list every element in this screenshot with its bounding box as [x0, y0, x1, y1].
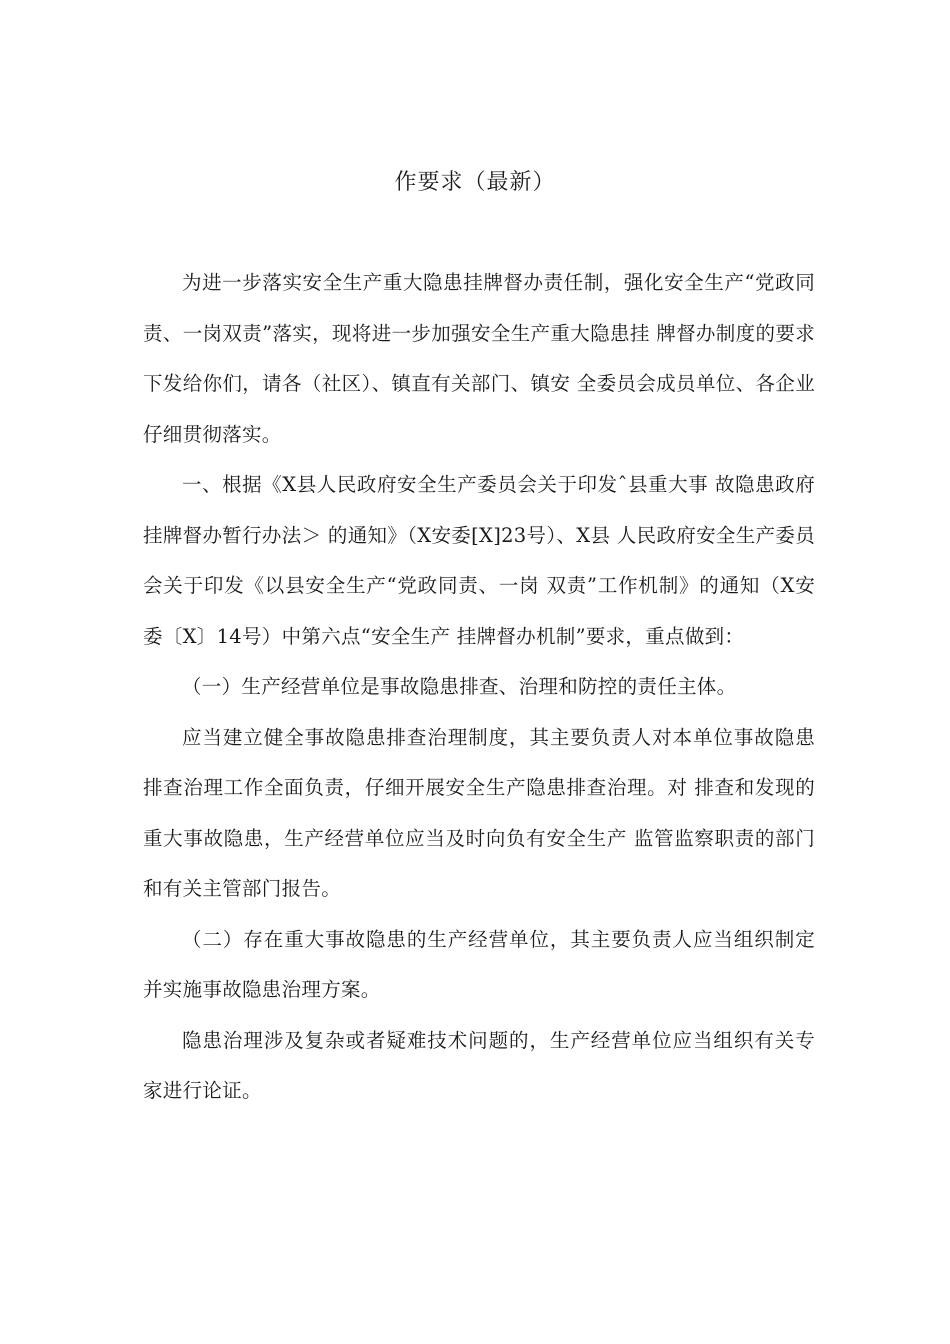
paragraph-section-one: 一、根据《X县人民政府安全生产委员会关于印发ˆ县重大事 故隐患政府挂牌督办暂行办法＞ 的通知》（X安委[X]23号）、X县 人民政府安全生产委员会关于印发《以县安全生产“党政同责、一岗 双责”工作机制》的通知（X安委〔X〕14号）中第六点“安全生产 挂牌督办机制”要求，重点做到：: [143, 473, 815, 648]
document-title: 作要求（最新）: [394, 170, 556, 195]
paragraph-intro: 为进一步落实安全生产重大隐患挂牌督办责任制，强化安全生产“党政同责、一岗双责”落实，现将进一步加强安全生产重大隐患挂 牌督办制度的要求下发给你们，请各（社区）、镇直有关部门、镇安 全委员会成员单位、各企业仔细贯彻落实。: [143, 271, 815, 446]
paragraph-item-one: （一）生产经营单位是事故隐患排查、治理和防控的责任主体。: [182, 675, 737, 698]
paragraph-item-two-detail: 隐患治理涉及复杂或者疑难技术问题的，生产经营单位应当组织有关专家进行论证。: [143, 1028, 815, 1102]
paragraph-item-one-detail: 应当建立健全事故隐患排查治理制度，其主要负责人对本单位事故隐患排查治理工作全面负责，仔细开展安全生产隐患排查治理。对 排查和发现的重大事故隐患，生产经营单位应当及时向负有安全生产 监管监察职责的部门和有关主管部门报告。: [143, 725, 815, 900]
document-body: [143, 258, 815, 1117]
paragraph-item-two: （二）存在重大事故隐患的生产经营单位，其主要负责人应当组织制定并实施事故隐患治理方案。: [143, 927, 815, 1001]
